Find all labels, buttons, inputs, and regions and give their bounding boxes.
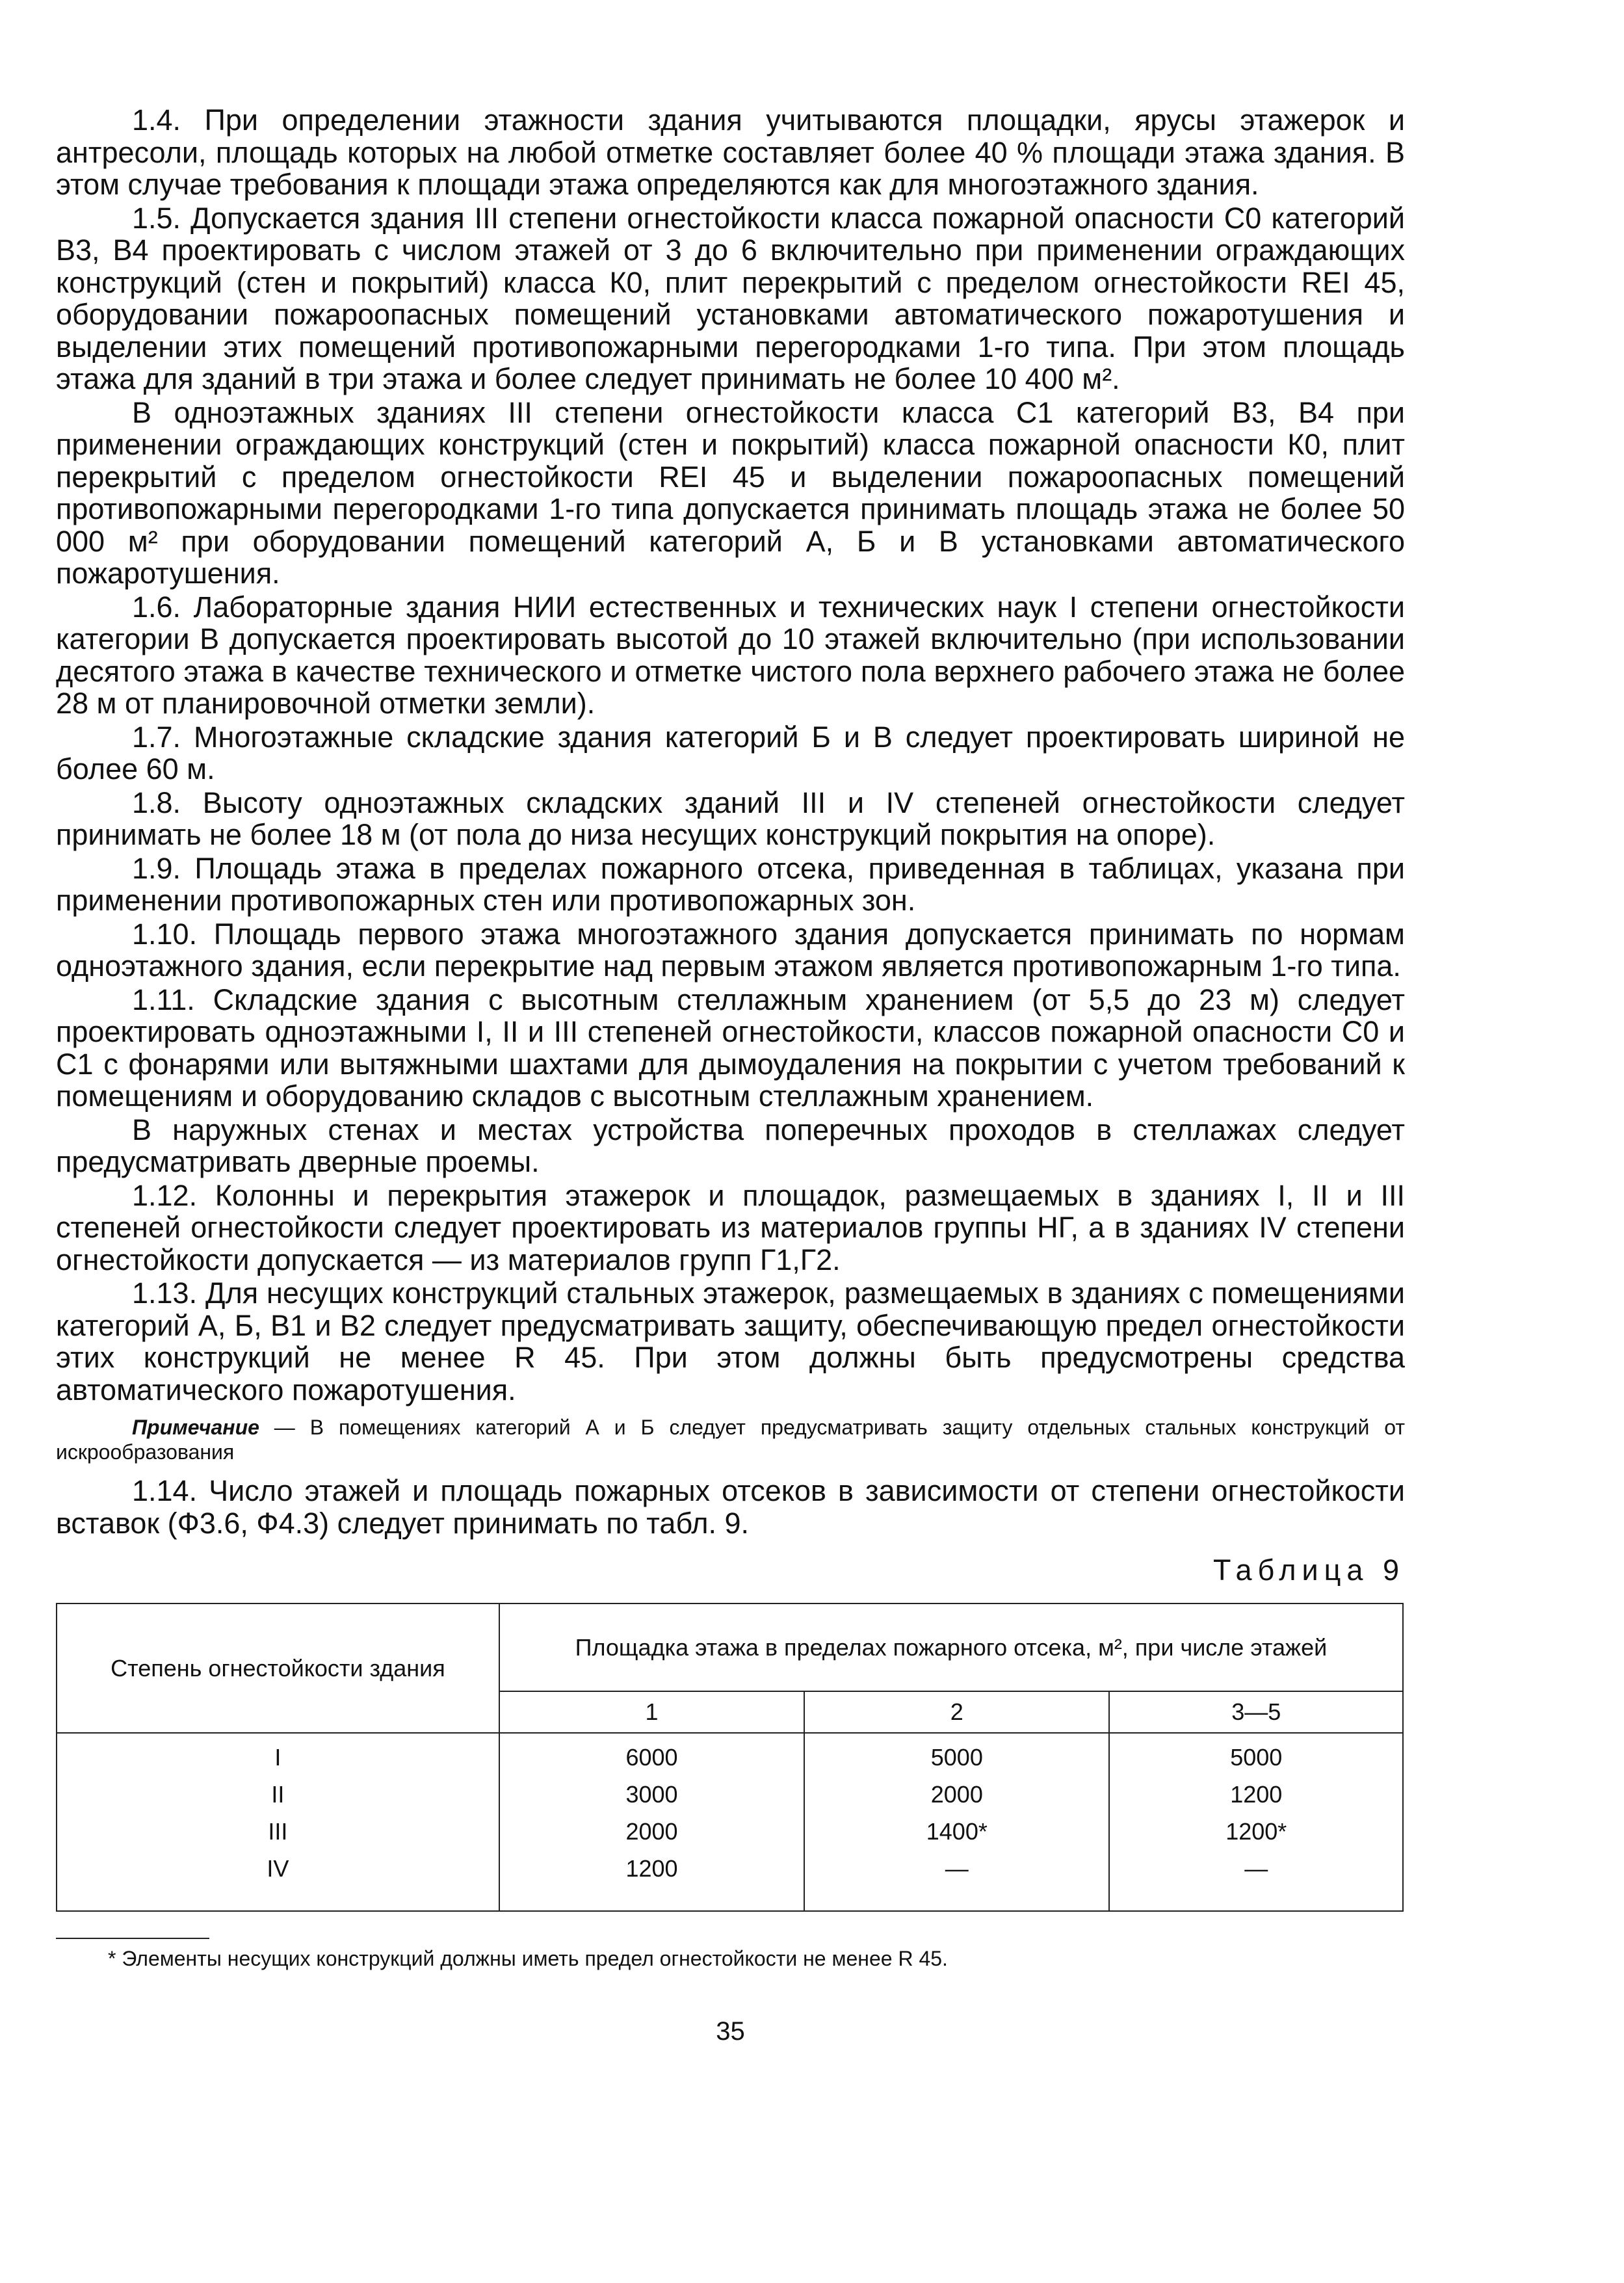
body-text — [56, 104, 1405, 1406]
paragraph: 1.7. Многоэтажные складские здания категорий Б и В следует проектировать шириной не более 60 м. — [56, 720, 1405, 785]
note — [56, 1415, 1405, 1464]
table-cell: 5000 — [1230, 1744, 1283, 1771]
table-cell: — — [945, 1855, 969, 1882]
paragraph-1-14: 1.14. Число этажей и площадь пожарных отсеков в зависимости от степени огнестойкости вставок (Ф3.6, Ф4.3) следует принимать по табл. 9. — [56, 1474, 1405, 1540]
paragraph: В одноэтажных зданиях III степени огнестойкости класса С1 категорий В3, В4 при применении ограждающих конструкций (стен и покрытий) класса пожарной опасности К0, плит перекрытий с пределом огнестойкости REI 45 и выделении пожароопасных помещений противопожарными перегородками 1-го типа допускается принимать площадь этажа не более 50 000 м² при оборудовании помещений категорий А, Б и В установками автоматического пожаротушения. — [56, 395, 1405, 590]
table-subheader: 1 — [499, 1691, 804, 1733]
table-col-3-5-floors — [1109, 1733, 1403, 1887]
table-cell: 1400* — [926, 1818, 988, 1845]
paragraph: 1.10. Площадь первого этажа многоэтажного здания допускается принимать по нормам одноэтажного здания, если перекрытие над первым этажом является противопожарным 1-го типа. — [56, 917, 1405, 983]
table-cell: 3000 — [625, 1781, 678, 1808]
paragraph: 1.5. Допускается здания III степени огнестойкости класса пожарной опасности С0 категорий В3, В4 проектировать с числом этажей от 3 до 6 включительно при применении ограждающих конструкций (стен и покрытий) класса К0, плит перекрытий с пределом огнестойкости REI 45, оборудовании пожароопасных помещений установками автоматического пожаротушения и выделении этих помещений противопожарными перегородками 1-го типа. При этом площадь этажа для зданий в три этажа и более следует принимать не более 10 400 м². — [56, 201, 1405, 395]
table-cell: — — [1244, 1855, 1268, 1882]
table-header-floor-area: Площадка этажа в пределах пожарного отсека, м², при числе этажей — [499, 1603, 1403, 1691]
page-number: 35 — [716, 2017, 745, 2046]
table-cell: IV — [267, 1855, 289, 1882]
table-caption: Таблица 9 — [1213, 1553, 1405, 1587]
document-page — [56, 104, 1405, 2046]
paragraph: 1.4. При определении этажности здания учитываются площадки, ярусы этажерок и антресоли, площадь которых на любой отметке составляет более 40 % площади этажа здания. В этом случае требования к площади этажа определяются как для многоэтажного здания. — [56, 103, 1405, 201]
table-cell: III — [268, 1818, 288, 1845]
table-cell: 6000 — [625, 1744, 678, 1771]
footnote-divider — [56, 1938, 209, 1939]
paragraph: 1.6. Лабораторные здания НИИ естественных и технических наук I степени огнестойкости категории В допускается проектировать высотой до 10 этажей включительно (при использовании десятого этажа в качестве технического и отметке чистого пола верхнего рабочего этажа не более 28 м от планировочной отметки земли). — [56, 590, 1405, 720]
paragraph: В наружных стенах и местах устройства поперечных проходов в стеллажах следует предусматривать дверные проемы. — [56, 1113, 1405, 1178]
paragraph: 1.8. Высоту одноэтажных складских зданий III и IV степеней огнестойкости следует принимать не более 18 м (от пола до низа несущих конструкций покрытия на опоре). — [56, 785, 1405, 851]
table-header-fire-resistance: Степень огнестойкости здания — [57, 1603, 499, 1733]
table-col-1-floor — [499, 1733, 804, 1887]
table-9 — [56, 1603, 1404, 1912]
table-cell: I — [274, 1744, 282, 1771]
table-cell: 1200 — [1230, 1781, 1283, 1808]
note-label: Примечание — [132, 1416, 259, 1439]
table-cell: 5000 — [930, 1744, 983, 1771]
table-cell: II — [271, 1781, 285, 1808]
paragraph: 1.9. Площадь этажа в пределах пожарного отсека, приведенная в таблицах, указана при применении противопожарных стен или противопожарных зон. — [56, 851, 1405, 917]
table-col-grade — [57, 1733, 499, 1887]
note-text: — В помещениях категорий А и Б следует предусматривать защиту отдельных стальных конструкций от искрообразования — [56, 1416, 1405, 1464]
table-cell: 1200* — [1225, 1818, 1287, 1845]
table-col-2-floors — [804, 1733, 1109, 1887]
paragraph: 1.12. Колонны и перекрытия этажерок и площадок, размещаемых в зданиях I, II и III степеней огнестойкости следует проектировать из материалов группы НГ, а в зданиях IV степени огнестойкости допускается — из материалов групп Г1,Г2. — [56, 1178, 1405, 1276]
table-subheader: 2 — [804, 1691, 1109, 1733]
table-cell: 2000 — [625, 1818, 678, 1845]
paragraph: 1.13. Для несущих конструкций стальных этажерок, размещаемых в зданиях с помещениями категорий А, Б, В1 и В2 следует предусматривать защиту, обеспечивающую предел огнестойкости этих конструкций не менее R 45. При этом должны быть предусмотрены средства автоматического пожаротушения. — [56, 1276, 1405, 1406]
footnote: * Элементы несущих конструкций должны иметь предел огнестойкости не менее R 45. — [108, 1947, 948, 1970]
table-cell: 2000 — [930, 1781, 983, 1808]
paragraph: 1.11. Складские здания с высотным стеллажным хранением (от 5,5 до 23 м) следует проектировать одноэтажными I, II и III степеней огнестойкости, классов пожарной опасности С0 и С1 с фонарями или вытяжными шахтами для дымоудаления на покрытии с учетом требований к помещениям и оборудованию складов с высотным стеллажным хранением. — [56, 983, 1405, 1113]
table-cell: 1200 — [625, 1855, 678, 1882]
table-subheader: 3—5 — [1109, 1691, 1403, 1733]
